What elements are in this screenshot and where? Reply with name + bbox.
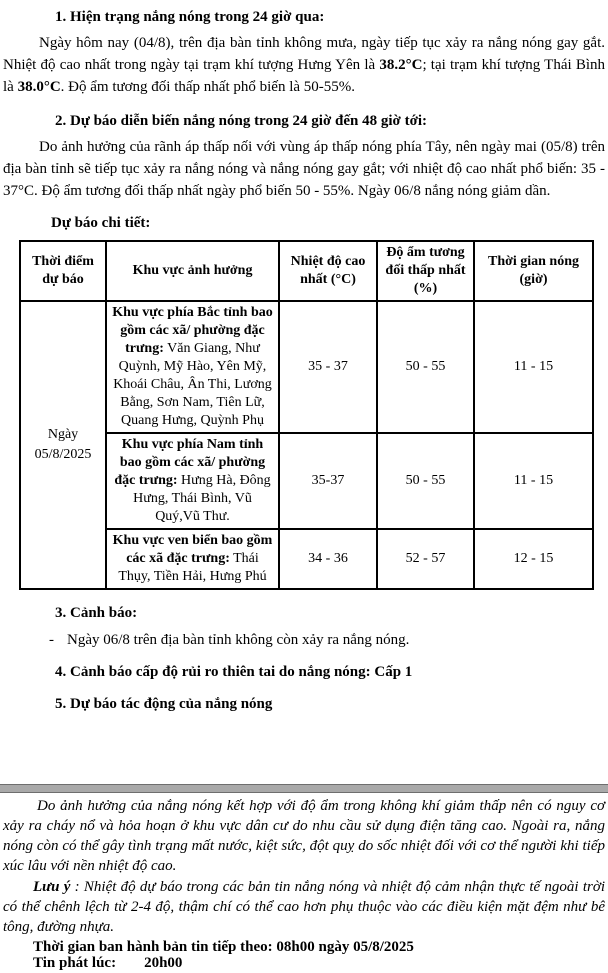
next-bulletin-line: Thời gian ban hành bản tin tiếp theo: 08h00 ngày 05/8/2025 bbox=[33, 939, 414, 955]
header-min-humidity: Độ ẩm tương đối thấp nhất (%) bbox=[377, 241, 474, 301]
note-paragraph bbox=[3, 877, 605, 937]
temp-cell-south: 35-37 bbox=[279, 433, 377, 529]
warning-list-item bbox=[3, 629, 605, 651]
header-max-temp: Nhiệt độ cao nhất (°C) bbox=[279, 241, 377, 301]
region-south-communes: Hưng Hà, Đông Hưng, Thái Bình, Vũ Quý,Vũ Thư. bbox=[133, 473, 271, 524]
hours-cell-south: 11 - 15 bbox=[474, 433, 593, 529]
page-divider-bar bbox=[0, 784, 608, 793]
status-text: Ngày hôm nay (04/8), trên địa bàn tỉnh không mưa, ngày tiếp tục xảy ra nắng nóng gay gắt. Nhiệt độ cao nhất trong ngày tại trạm khí tượng Hưng Yên là bbox=[3, 35, 605, 73]
region-north-communes: Văn Giang, Như Quỳnh, Mỹ Hào, Yên Mỹ, Khoái Châu, Ân Thi, Lương Bằng, Sơn Nam, Tiên Lữ, Quang Hưng, Quỳnh Phụ bbox=[113, 341, 272, 428]
section-2-heading: 2. Dự báo diễn biến nắng nóng trong 24 giờ đến 48 giờ tới: bbox=[55, 113, 428, 129]
humidity-cell-coastal: 52 - 57 bbox=[377, 529, 474, 589]
warning-text: Ngày 06/8 trên địa bàn tỉnh không còn xảy ra nắng nóng. bbox=[67, 632, 410, 648]
table-row bbox=[20, 433, 593, 529]
table-header-row bbox=[20, 241, 593, 301]
note-label: Lưu ý bbox=[33, 879, 71, 895]
section-3-heading: 3. Cảnh báo: bbox=[55, 605, 138, 621]
header-hot-hours: Thời gian nóng (giờ) bbox=[474, 241, 593, 301]
table-row bbox=[20, 301, 593, 433]
region-south-title: Khu vực phía Nam tỉnh bao gồm các xã/ phường đặc trưng: bbox=[114, 437, 266, 488]
section-4-heading: 4. Cảnh báo cấp độ rủi ro thiên tai do nắng nóng: Cấp 1 bbox=[55, 664, 413, 680]
issued-time-line bbox=[3, 955, 605, 971]
note-text: : Nhiệt độ dự báo trong các bản tin nắng nóng và nhiệt độ cảm nhận thực tế ngoài trời có thể chênh lệch từ 2-4 độ, thậm chí có thể cao hơn phụ thuộc vào các điều kiện mặt đệm như bê tông, đường nhựa. bbox=[3, 879, 605, 935]
region-coastal-communes: Thái Thụy, Tiền Hải, Hưng Phú bbox=[118, 551, 267, 584]
region-north-title: Khu vực phía Bắc tỉnh bao gồm các xã/ phường đặc trưng: bbox=[112, 305, 273, 356]
status-text-3: . Độ ẩm tương đối thấp nhất phổ biến là 50-55%. bbox=[60, 79, 356, 95]
list-dash-marker: - bbox=[49, 632, 54, 648]
section-1-heading: 1. Hiện trạng nắng nóng trong 24 giờ qua: bbox=[55, 9, 325, 25]
region-coastal-title: Khu vực ven biển bao gồm các xã đặc trưng: bbox=[112, 533, 273, 566]
region-cell-south bbox=[106, 433, 279, 529]
humidity-cell-south: 50 - 55 bbox=[377, 433, 474, 529]
status-text-2: ; tại trạm khí tượng Thái Bình là bbox=[3, 57, 606, 95]
forecast-date-value: 05/8/2025 bbox=[34, 447, 92, 462]
forecast-date-cell bbox=[20, 301, 106, 589]
forecast-paragraph: Do ảnh hưởng của rãnh áp thấp nối với vùng áp thấp nóng phía Tây, nên ngày mai (05/8) trên địa bàn tỉnh sẽ tiếp tục xảy ra nắng nóng và nắng nóng gay gắt; với nhiệt độ cao nhất phổ biến: 35 - 37°C. Độ ẩm tương đối thấp nhất ngày phổ biến 50 - 55%. Ngày 06/8 nắng nóng giảm dần. bbox=[3, 139, 605, 199]
current-status-paragraph bbox=[3, 32, 605, 98]
table-row bbox=[20, 529, 593, 589]
header-forecast-time: Thời điểm dự báo bbox=[20, 241, 106, 301]
region-cell-north bbox=[106, 301, 279, 433]
hung-yen-max-temp: 38.2°C bbox=[379, 57, 423, 73]
humidity-cell-north: 50 - 55 bbox=[377, 301, 474, 433]
header-affected-area: Khu vực ảnh hưởng bbox=[106, 241, 279, 301]
hours-cell-coastal: 12 - 15 bbox=[474, 529, 593, 589]
impact-paragraph: Do ảnh hưởng của nắng nóng kết hợp với độ ẩm trong không khí giảm thấp nên có nguy cơ xảy ra cháy nổ và hỏa hoạn ở khu vực dân cư do nhu cầu sử dụng điện tăng cao. Ngoài ra, nắng nóng còn có thể gây tình trạng mất nước, kiệt sức, đột quỵ do sốc nhiệt đối với cơ thể người khi tiếp xúc lâu với nền nhiệt độ cao. bbox=[3, 798, 605, 874]
temp-cell-coastal: 34 - 36 bbox=[279, 529, 377, 589]
detail-forecast-label: Dự báo chi tiết: bbox=[51, 215, 151, 231]
temp-cell-north: 35 - 37 bbox=[279, 301, 377, 433]
section-5-heading: 5. Dự báo tác động của nắng nóng bbox=[55, 696, 273, 712]
forecast-table bbox=[19, 240, 594, 590]
footer-block bbox=[3, 796, 605, 971]
issued-time-label: Tin phát lúc: bbox=[33, 955, 117, 971]
forecast-date-word: Ngày bbox=[47, 427, 79, 442]
issued-time-value: 20h00 bbox=[144, 955, 183, 971]
hours-cell-north: 11 - 15 bbox=[474, 301, 593, 433]
region-cell-coastal bbox=[106, 529, 279, 589]
thai-binh-max-temp: 38.0°C bbox=[17, 79, 61, 95]
